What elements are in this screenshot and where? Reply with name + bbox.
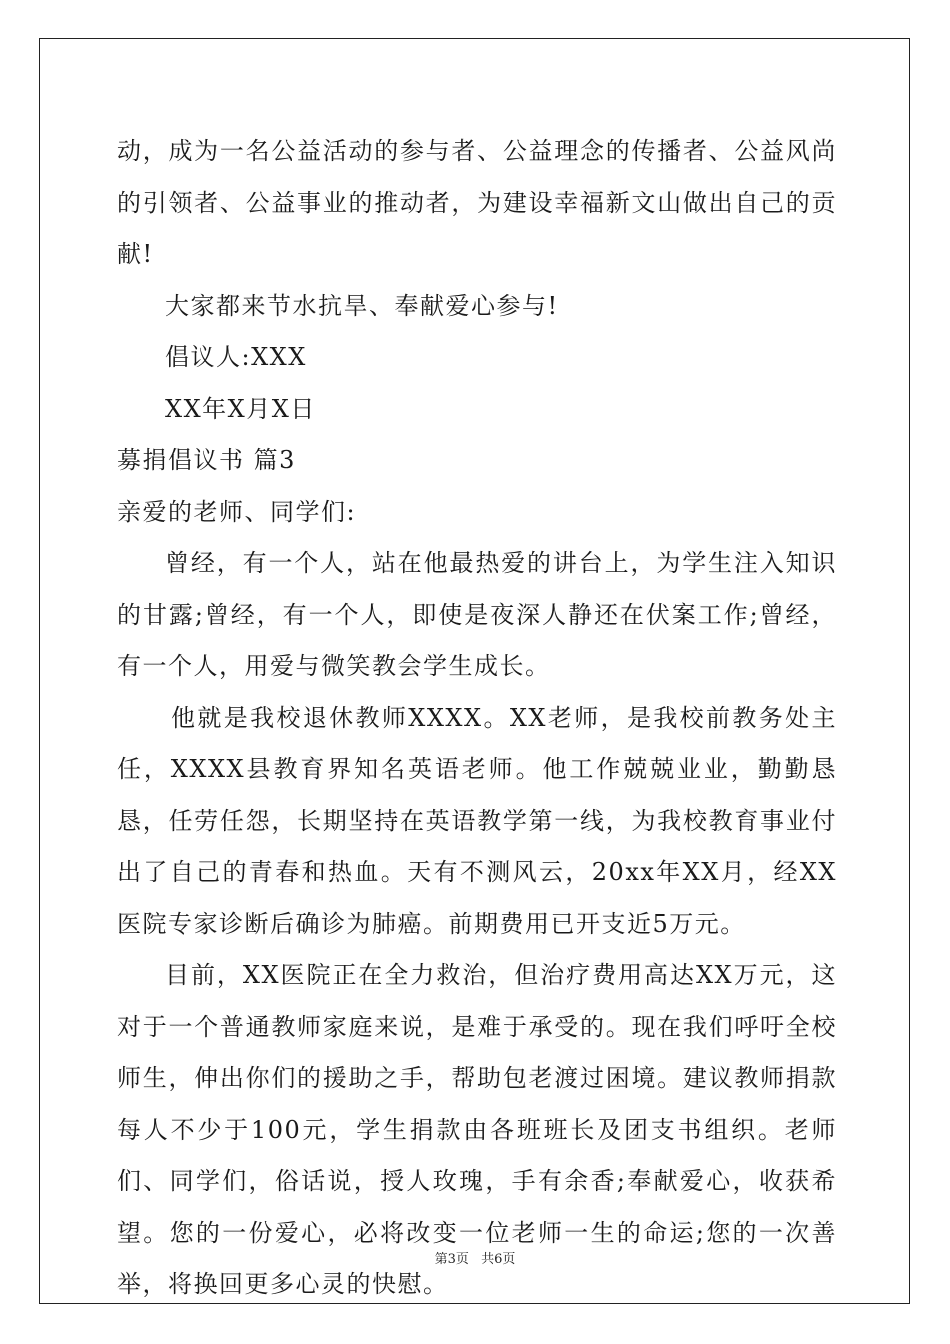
salutation: 亲爱的老师、同学们: <box>117 497 357 526</box>
paragraph-2: 大家都来节水抗旱、奉献爱心参与! <box>165 291 559 320</box>
paragraph-9: 目前，XX医院正在全力救治，但治疗费用高达XX万元，这对于一个普通教师家庭来说，是难于承受的。现在我们呼吁全校师生，伸出你们的援助之手，帮助包老渡过困境。建议教师捐款每人不少于100元，学生捐款由各班班长及团支书组织。老师们、同学们，俗话说，授人玫瑰，手有余香;奉献爱心，收获希望。您的一份爱心，必将改变一位老师一生的命运;您的一次善举，将换回更多心灵的快慰。 <box>117 961 837 1298</box>
document-body <box>117 126 837 1311</box>
page-total: 共6页 <box>481 1252 516 1267</box>
section-title: 募捐倡议书 篇3 <box>117 446 296 474</box>
paragraph-7: 曾经，有一个人，站在他最热爱的讲台上，为学生注入知识的甘露;曾经，有一个人，即使是夜深人静还在伏案工作;曾经，有一个人，用爱与微笑教会学生成长。 <box>117 549 837 680</box>
proposer-line: 倡议人:XXX <box>165 343 307 371</box>
page-number: 第3页 <box>434 1252 469 1267</box>
paragraph-1: 动，成为一名公益活动的参与者、公益理念的传播者、公益风尚的引领者、公益事业的推动者，为建设幸福新文山做出自己的贡献! <box>117 137 837 268</box>
date-line: XX年X月X日 <box>165 394 316 423</box>
page-footer <box>0 1248 950 1267</box>
paragraph-8: 他就是我校退休教师XXXX。XX老师，是我校前教务处主任，XXXX县教育界知名英语老师。他工作兢兢业业，勤勤恳恳，任劳任怨，长期坚持在英语教学第一线，为我校教育事业付出了自己的青春和热血。天有不测风云，20xx年XX月，经XX医院专家诊断后确诊为肺癌。前期费用已开支近5万元。 <box>117 703 837 938</box>
